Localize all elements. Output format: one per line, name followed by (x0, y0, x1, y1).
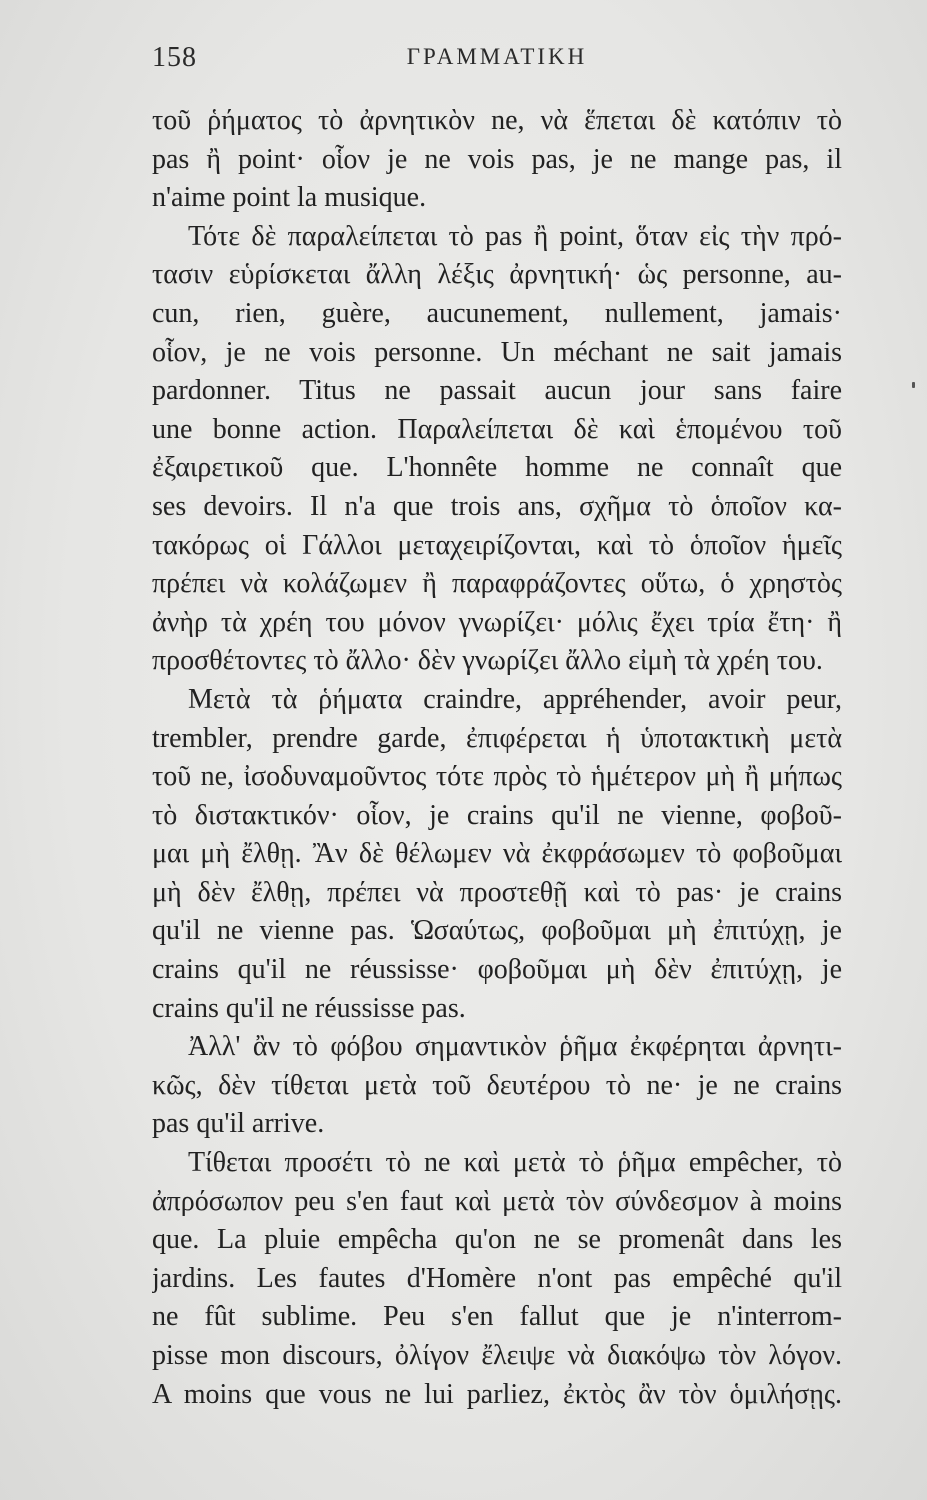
text-line: ses devoirs. Il n'a que trois ans, σχῆμα τὸ ὁποῖον κα- (152, 490, 842, 522)
text-line: crains qu'il ne réussisse pas. (152, 992, 466, 1024)
text-line: τοῦ ne, ἰσοδυναμοῦντος τότε πρὸς τὸ ἡμέτερον μὴ ἢ μήπως (152, 761, 842, 793)
text-line: μαι μὴ ἔλθῃ. Ἂν δὲ θέλωμεν νὰ ἐκφράσωμεν τὸ φοβοῦμαι (152, 838, 842, 870)
text-line: οἷον, je ne vois personne. Un méchant ne sait jamais (152, 336, 842, 368)
text-line: que. La pluie empêcha qu'on ne se promenât dans les (152, 1224, 842, 1256)
text-line: jardins. Les fautes d'Homère n'ont pas empêché qu'il (152, 1262, 842, 1294)
text-line: πρέπει νὰ κολάζωμεν ἢ παραφράζοντες οὕτω, ὁ χρηστὸς (152, 568, 842, 600)
text-line: une bonne action. Παραλείπεται δὲ καὶ ἑπομένου τοῦ (152, 413, 842, 445)
text-line: ne fût sublime. Peu s'en fallut que je n'interrom- (152, 1301, 842, 1333)
text-line: ἀνὴρ τὰ χρέη του μόνον γνωρίζει· μόλις ἔχει τρία ἔτη· ἢ (152, 606, 842, 638)
text-line: A moins que vous ne lui parliez, ἐκτὸς ἂν τὸν ὁμιλήσῃς. (152, 1378, 842, 1410)
text-line: τοῦ ῥήματος τὸ ἀρνητικὸν ne, νὰ ἕπεται δὲ κατόπιν τὸ (152, 105, 842, 136)
text-line: Τίθεται προσέτι τὸ ne καὶ μετὰ τὸ ῥῆμα empêcher, τὸ (188, 1147, 842, 1179)
text-line: pas qu'il arrive. (152, 1108, 325, 1140)
text-line: τασιν εὑρίσκεται ἄλλη λέξις ἀρνητική· ὡς personne, au- (152, 259, 842, 291)
text-line: κῶς, δὲν τίθεται μετὰ τοῦ δευτέρου τὸ ne· je ne crains (152, 1069, 842, 1101)
text-line: Μετὰ τὰ ῥήματα craindre, appréhender, avoir peur, (188, 683, 842, 715)
text-line: τακόρως οἱ Γάλλοι μεταχειρίζονται, καὶ τὸ ὁποῖον ἡμεῖς (152, 529, 842, 561)
text-line: pardonner. Titus ne passait aucun jour sans faire (152, 375, 842, 407)
text-line: ἀπρόσωπον peu s'en faut καὶ μετὰ τὸν σύνδεσμον à moins (152, 1185, 842, 1217)
text-line: crains qu'il ne réussisse· φοβοῦμαι μὴ δὲν ἐπιτύχῃ, je (152, 954, 842, 986)
text-line: trembler, prendre garde, ἐπιφέρεται ἡ ὑποτακτικὴ μετὰ (152, 722, 842, 754)
margin-speck (912, 382, 915, 388)
text-line: τὸ διστακτικόν· οἷον, je crains qu'il ne vienne, φοβοῦ- (152, 799, 842, 831)
page-number: 158 (152, 42, 197, 73)
running-title: ΓΡΑΜΜΑΤΙΚΗ (406, 44, 588, 69)
page-header (152, 42, 842, 82)
text-line: pas ἢ point· οἷον je ne vois pas, je ne mange pas, il (152, 143, 842, 175)
text-line: n'aime point la musique. (152, 182, 427, 214)
text-line: Τότε δὲ παραλείπεται τὸ pas ἢ point, ὅταν εἰς τὴν πρό- (188, 220, 842, 252)
body-text (152, 102, 842, 1414)
text-line: qu'il ne vienne pas. Ὡσαύτως, φοβοῦμαι μὴ ἐπιτύχῃ, je (152, 915, 842, 947)
text-line: cun, rien, guère, aucunement, nullement, jamais· (152, 297, 842, 329)
text-line: pisse mon discours, ὀλίγον ἔλειψε νὰ διακόψω τὸν λόγον. (152, 1340, 842, 1371)
text-line: προσθέτοντες τὸ ἄλλο· δὲν γνωρίζει ἄλλο εἰμὴ τὰ χρέη του. (152, 645, 823, 677)
text-line: Ἀλλ' ἂν τὸ φόβου σημαντικὸν ῥῆμα ἐκφέρηται ἀρνητι- (188, 1031, 842, 1063)
text-line: ἐξαιρετικοῦ que. L'honnête homme ne connaît que (152, 452, 842, 484)
text-line: μὴ δὲν ἔλθῃ, πρέπει νὰ προστεθῇ καὶ τὸ pas· je crains (152, 876, 842, 908)
